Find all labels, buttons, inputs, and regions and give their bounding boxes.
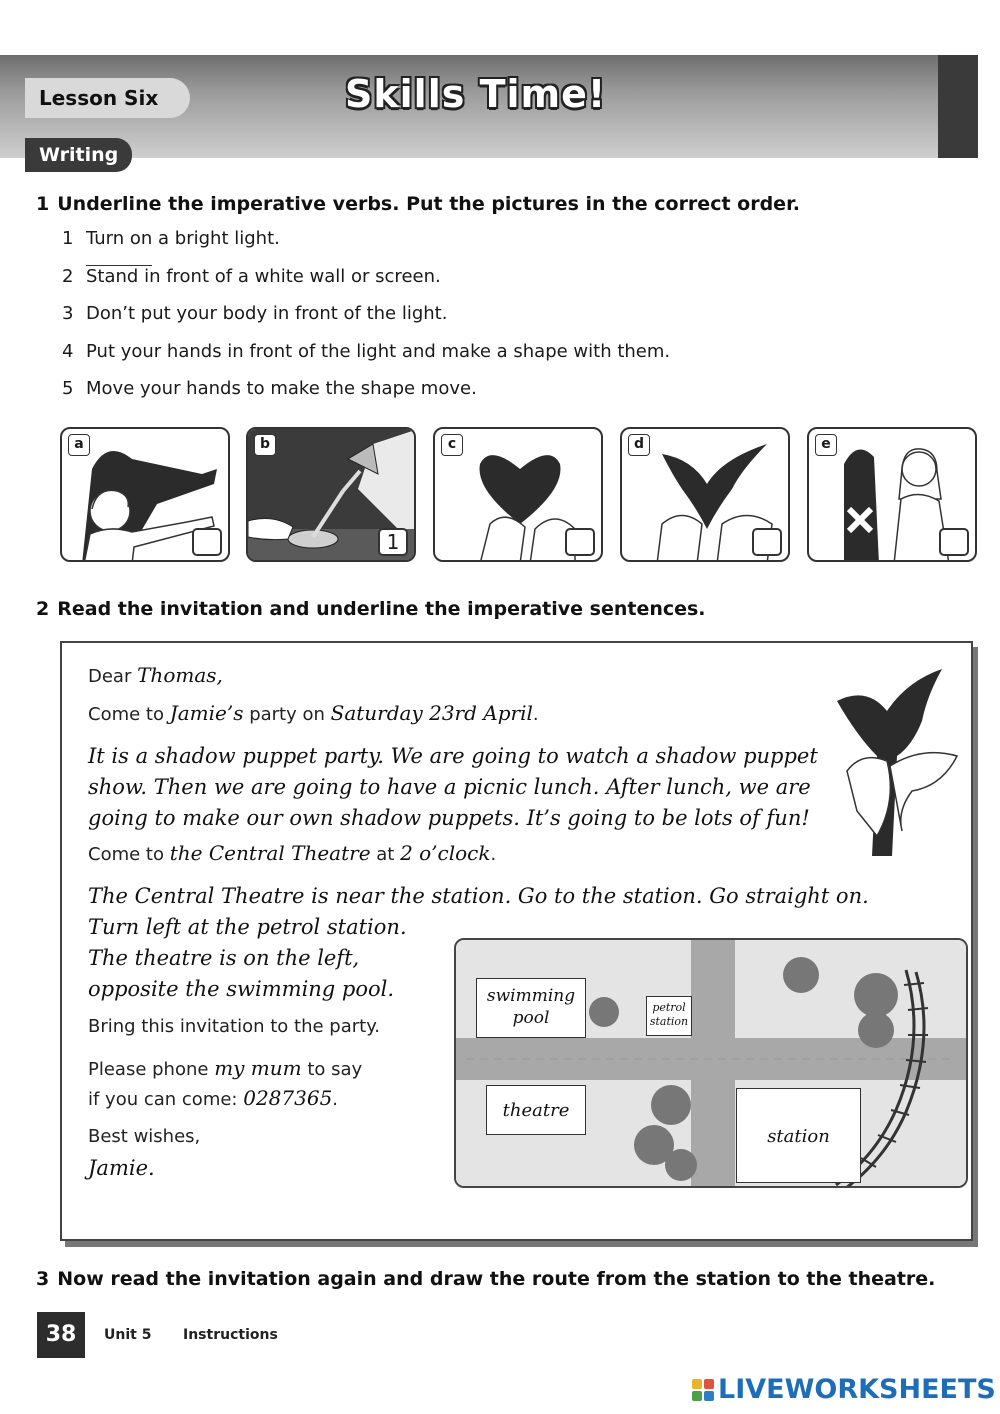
exercise-2-number: 2 [36,598,50,620]
picture-a [60,427,230,562]
picture-c-letter: c [441,434,463,456]
step-2-text[interactable]: Stand in front of a white wall or screen. [86,265,441,287]
step-5[interactable]: 5 Move your hands to make the shape move. [62,378,670,416]
invitation-venue-line[interactable]: Come to the Central Theatre at 2 o’clock. [88,841,497,865]
step-3[interactable]: 3 Don’t put your body in front of the light. [62,303,670,341]
invitation-phone-line-2[interactable]: if you can come: 0287365. [88,1086,339,1110]
page-title: Skills Time! [345,72,607,116]
paragraph-line[interactable]: going to make our own shadow puppets. It’s going to be lots of fun! [88,806,810,830]
footer-topic: Instructions [183,1327,278,1343]
picture-b-answer-box[interactable]: 1 [378,528,408,556]
picture-e [807,427,977,562]
step-4[interactable]: 4 Put your hands in front of the light and make a shape with them. [62,341,670,379]
picture-c [433,427,603,562]
invitation-signoff: Best wishes, [88,1126,201,1147]
step-5-text[interactable]: Move your hands to make the shape move. [86,378,477,399]
picture-d-answer-box[interactable] [752,528,782,556]
exercise-3-instruction: Now read the invitation again and draw the route from the station to the theatre. [57,1268,936,1290]
invitation-paragraph [88,741,818,834]
invitation-phone-line[interactable]: Please phone my mum to say [88,1056,363,1080]
liveworksheets-logo [692,1374,996,1405]
steps-list [62,228,670,416]
page-number: 38 [37,1312,85,1358]
map-theatre[interactable]: theatre [486,1085,586,1135]
exercise-1-heading [36,193,800,215]
directions-line[interactable]: The Central Theatre is near the station. Go to the station. Go straight on. [88,884,869,908]
liveworksheets-icon [692,1379,714,1401]
paragraph-line[interactable]: show. Then we are going to have a picnic lunch. After lunch, we are [88,775,811,799]
exercise-3-heading [36,1268,935,1290]
picture-b [246,427,416,562]
exercise-1-number: 1 [36,193,50,215]
picture-d [620,427,790,562]
brand-name: LIVEWORKSHEETS [718,1374,996,1405]
bird-hands-illustration [832,661,967,861]
picture-d-letter: d [628,434,650,456]
exercise-3-number: 3 [36,1268,50,1290]
route-map[interactable] [454,938,968,1188]
map-station[interactable]: station [736,1088,861,1183]
directions-line[interactable]: The theatre is on the left, [88,946,360,970]
lesson-label: Lesson Six [25,78,190,118]
paragraph-line[interactable]: It is a shadow puppet party. We are going to watch a shadow puppet [88,744,818,768]
step-4-text[interactable]: Put your hands in front of the light and make a shape with them. [86,340,671,362]
invitation-signature: Jamie. [88,1156,155,1180]
invitation-come-line[interactable]: Come to Jamie’s party on Saturday 23rd April. [88,701,539,725]
map-petrol-station[interactable]: petrol station [646,996,692,1036]
map-swimming-pool[interactable]: swimming pool [476,978,586,1038]
directions-line[interactable]: opposite the swimming pool. [88,977,395,1001]
invitation-greeting: Dear Thomas, [88,663,223,687]
step-2[interactable]: 2 Stand in front of a white wall or screen. [62,266,670,304]
exercise-2-heading [36,598,706,620]
picture-b-letter: b [254,434,276,456]
invitation-bring-line[interactable]: Bring this invitation to the party. [88,1016,380,1037]
directions-line[interactable]: Turn left at the petrol station. [88,915,407,939]
exercise-1-instruction: Underline the imperative verbs. Put the pictures in the correct order. [57,193,800,215]
step-3-text[interactable]: Don’t put your body in front of the light. [86,303,448,324]
invitation-card [60,641,973,1241]
picture-e-letter: e [815,434,837,456]
picture-e-answer-box[interactable] [939,528,969,556]
exercise-2-instruction: Read the invitation and underline the imperative sentences. [57,598,706,620]
picture-a-letter: a [68,434,90,456]
footer-unit: Unit 5 [104,1327,152,1343]
step-1-verb[interactable]: Turn on [86,228,152,266]
picture-a-answer-box[interactable] [192,528,222,556]
step-1: 1 Turn on a bright light. [62,228,670,266]
picture-c-answer-box[interactable] [565,528,595,556]
section-label: Writing [25,138,132,172]
